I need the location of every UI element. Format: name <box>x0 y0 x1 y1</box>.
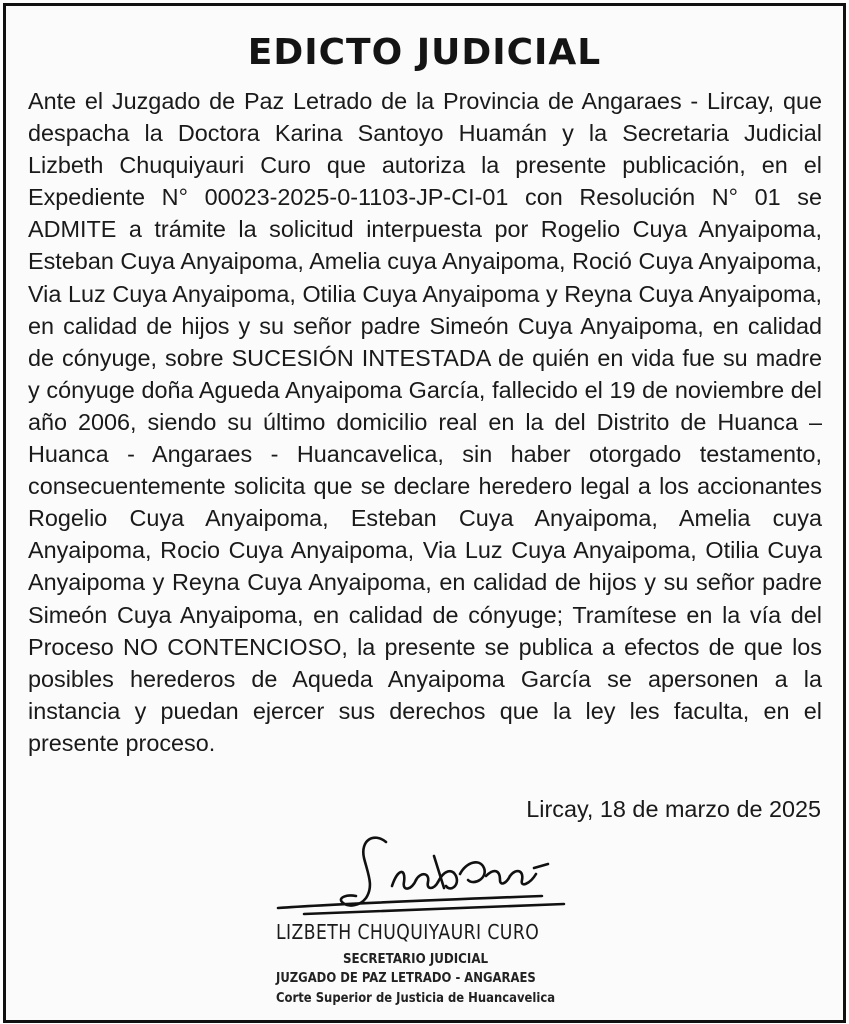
edict-frame <box>3 3 846 1023</box>
signer-role: SECRETARIO JUDICIAL <box>343 951 489 967</box>
handwritten-signature-icon <box>274 828 574 928</box>
superior-court: Corte Superior de Justicia de Huancavelica <box>276 990 556 1006</box>
signer-court: JUZGADO DE PAZ LETRADO - ANGARAES <box>276 970 536 986</box>
edict-title: EDICTO JUDICIAL <box>247 32 602 73</box>
signer-name: LIZBETH CHUQUIYAURI CURO <box>276 920 540 944</box>
place-date: Lircay, 18 de marzo de 2025 <box>526 796 821 822</box>
edict-body: Ante el Juzgado de Paz Letrado de la Provincia de Angaraes - Lircay, que despacha la Doctora Karina Santoyo Huamán y la Secretaria Judicial Lizbeth Chuquiyauri Curo que autoriza la presente publicación, en el Expediente N° 00023-2025-0-1103-JP-CI-01 con Resolución N° 01 se ADMITE a trámite la solicitud interpuesta por Rogelio Cuya Anyaipoma, Esteban Cuya Anyaipoma, Amelia cuya Anyaipoma, Roció Cuya Anyaipoma, Via Luz Cuya Anyaipoma, Otilia Cuya Anyaipoma y Reyna Cuya Anyaipoma, en calidad de hijos y su señor padre Simeón Cuya Anyaipoma, en calidad de cónyuge, sobre SUCESIÓN INTESTADA de quién en vida fue su madre y cónyuge doña Agueda Anyaipoma García, fallecido el 19 de noviembre del año 2006, siendo su último domicilio real en la del Distrito de Huanca – Huanca - Angaraes - Huancavelica, sin haber otorgado testamento, consecuentemente solicita que se declare heredero legal a los accionantes Rogelio Cuya Anyaipoma, Esteban Cuya Anyaipoma, Amelia cuya Anyaipoma, Rocio Cuya Anyaipoma, Via Luz Cuya Anyaipoma, Otilia Cuya Anyaipoma y Reyna Cuya Anyaipoma, en calidad de hijos y su señor padre Simeón Cuya Anyaipoma, en calidad de cónyuge; Tramítese en la vía del Proceso NO CONTENCIOSO, la presente se publica a efectos de que los posibles herederos de Aqueda Anyaipoma García se apersonen a la instancia y puedan ejercer sus derechos que la ley les faculta, en el presente proceso. <box>28 88 822 756</box>
